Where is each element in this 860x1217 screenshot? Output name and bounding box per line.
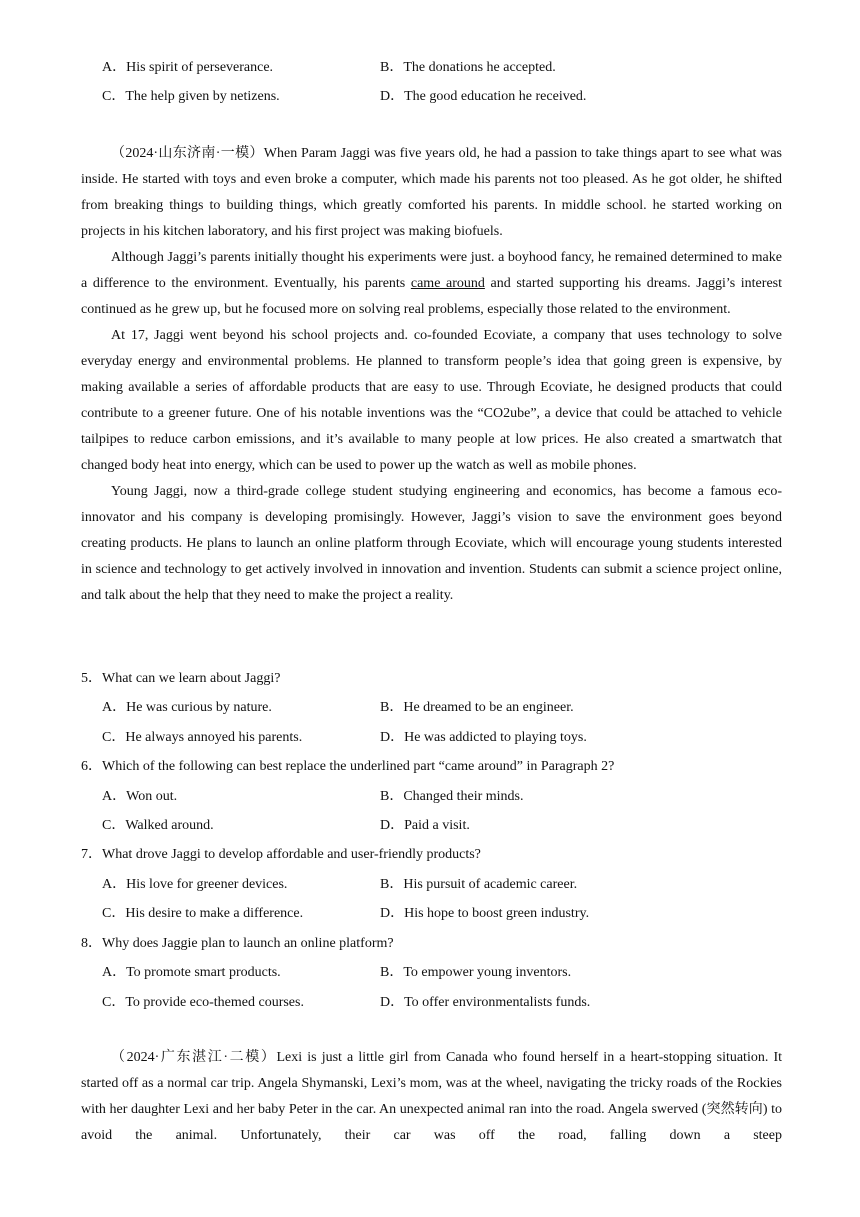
- paragraph-text: Although Jaggi’s parents initially thought his experiments were just. a boyhood fancy, he remained determined to make a difference to the environment. Eventually, his parents: [81, 250, 782, 291]
- option-b[interactable]: B．He dreamed to be an engineer.: [380, 700, 574, 715]
- question-stem: 7．What drove Jaggi to develop affordable and user-friendly products?: [81, 847, 481, 862]
- option-a[interactable]: A．To promote smart products.: [102, 965, 281, 980]
- option-row: [0, 787, 860, 807]
- paragraph-text: Young Jaggi, now a third-grade college student studying engineering and economics, has become a famous eco-innovator and his company is developing promisingly. However, Jaggi’s vision to save the environment goes beyond creating products. He plans to launch an online platform through Ecoviate, which will encourage young students interested in science and technology to get actively involved in innovation and invention. Students can submit a science project online, and talk about the help that they need to make the project a reality.: [81, 484, 782, 603]
- option-row: [0, 875, 860, 895]
- question-stem: 8．Why does Jaggie plan to launch an online platform?: [81, 936, 394, 951]
- option-row: [0, 993, 860, 1013]
- reading-passage-1: [81, 141, 782, 609]
- option-c[interactable]: C．His desire to make a difference.: [102, 906, 304, 921]
- option-row: [0, 963, 860, 983]
- source-tag: （2024·广东湛江·二模）: [111, 1050, 277, 1065]
- option-a[interactable]: A．His love for greener devices.: [102, 877, 288, 892]
- option-d[interactable]: D．His hope to boost green industry.: [380, 906, 590, 921]
- underlined-phrase: came around: [410, 276, 485, 291]
- option-row: [0, 728, 860, 748]
- paragraph-1: [81, 1045, 782, 1149]
- option-row: [0, 58, 860, 78]
- option-a: A．His spirit of perseverance.: [102, 60, 274, 75]
- paragraph-4: [81, 479, 782, 609]
- option-c: C．The help given by netizens.: [102, 89, 280, 104]
- option-d[interactable]: D．Paid a visit.: [380, 818, 470, 833]
- paragraph-3: [81, 323, 782, 479]
- option-row: [0, 698, 860, 718]
- option-d[interactable]: D．To offer environmentalists funds.: [380, 995, 591, 1010]
- option-row: [0, 87, 860, 107]
- question-stem: 5．What can we learn about Jaggi?: [81, 671, 281, 686]
- option-d: D．The good education he received.: [380, 89, 587, 104]
- source-tag: （2024·山东济南·一模）: [111, 146, 264, 161]
- paragraph-text: Lexi is just a little girl from Canada who found herself in a heart-stopping situation. It started off as a normal car trip. Angela Shymanski, Lexi’s mom, was at the wheel, navigating the tricky roads of the Rockies with her daughter Lexi and her baby Peter in the car. An unexpected animal ran into the road. Angela swerved (突然转向) to avoid the animal. Unfortunately, their car was off the road, falling down a steep: [81, 1050, 782, 1143]
- option-row: [0, 816, 860, 836]
- option-c[interactable]: C．To provide eco-themed courses.: [102, 995, 304, 1010]
- paragraph-2: [81, 245, 782, 323]
- paragraph-text: At 17, Jaggi went beyond his school projects and. co-founded Ecoviate, a company that uses technology to solve everyday energy and environmental problems. He planned to transform people’s idea that going green is expensive, by making available a series of affordable products that are easy to use. Through Ecoviate, he designed products that could contribute to a greener future. One of his notable inventions was the “CO2ube”, a device that could be attached to vehicle tailpipes to reduce carbon emissions, and it’s available to many people at low prices. He also created a smartwatch that changed body heat into energy, which can be used to power up the watch as well as mobile phones.: [81, 328, 782, 473]
- option-c[interactable]: C．Walked around.: [102, 818, 214, 833]
- paragraph-1: [81, 141, 782, 245]
- option-b[interactable]: B．Changed their minds.: [380, 789, 524, 804]
- option-c[interactable]: C．He always annoyed his parents.: [102, 730, 303, 745]
- option-b[interactable]: B．To empower young inventors.: [380, 965, 572, 980]
- option-a[interactable]: A．Won out.: [102, 789, 178, 804]
- paragraph-text: When Param Jaggi was five years old, he had a passion to take things apart to see what was inside. He started with toys and even broke a computer, which made his parents not too pleased. As he got older, he shifted from breaking things to building things, which greatly comforted his parents. In middle school. he started working on projects in his kitchen laboratory, and his first project was making biofuels.: [81, 146, 782, 239]
- paragraph-text: and started supporting his dreams. Jaggi’s interest continued as he grew up, but he focused more on solving real problems, especially those related to the environment.: [81, 276, 782, 317]
- question-stem: 6．Which of the following can best replace the underlined part “came around” in Paragraph 2?: [81, 759, 615, 774]
- option-b[interactable]: B．His pursuit of academic career.: [380, 877, 578, 892]
- option-b: B．The donations he accepted.: [380, 60, 556, 75]
- option-d[interactable]: D．He was addicted to playing toys.: [380, 730, 587, 745]
- option-a[interactable]: A．He was curious by nature.: [102, 700, 272, 715]
- reading-passage-2: [81, 1045, 782, 1155]
- option-row: [0, 904, 860, 924]
